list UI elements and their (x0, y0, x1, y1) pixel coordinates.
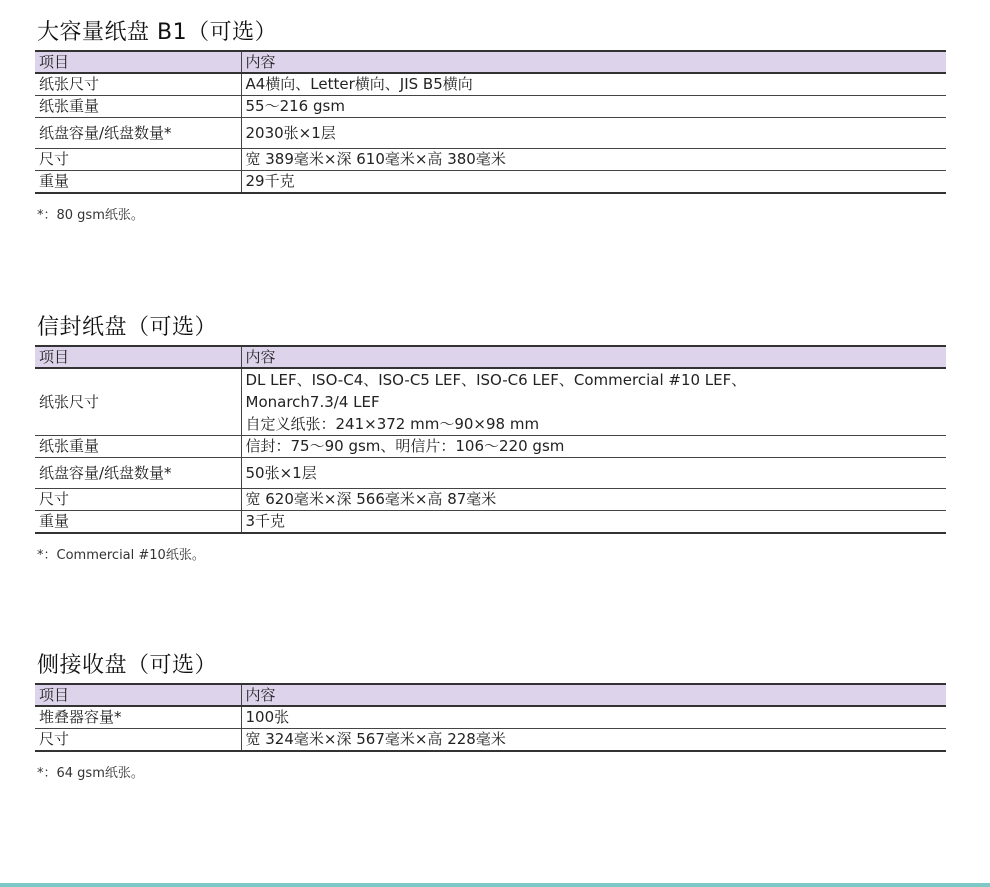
row-label: 纸张重量 (35, 96, 241, 118)
table-header-row (35, 51, 946, 73)
row-value-line: 自定义纸张：241×372 mm～90×98 mm (245, 415, 540, 433)
section-envelope-tray (35, 315, 946, 563)
footnote: *：64 gsm纸张。 (37, 766, 144, 781)
row-value: A4横向、Letter横向、JIS B5横向 (241, 73, 946, 96)
footnote: *：80 gsm纸张。 (37, 208, 144, 223)
table-row (35, 73, 946, 96)
row-value: 50张×1层 (241, 458, 946, 489)
row-value: 29千克 (241, 171, 946, 194)
header-content: 内容 (241, 684, 946, 706)
row-value: 100张 (241, 706, 946, 729)
table-header-row (35, 684, 946, 706)
row-value-line: DL LEF、ISO-C4、ISO-C5 LEF、ISO-C6 LEF、Commercial #10 LEF、 (245, 371, 747, 389)
table-row (35, 436, 946, 458)
section-title: 信封纸盘（可选） (37, 315, 218, 340)
row-label: 纸张尺寸 (35, 368, 241, 436)
row-value: 宽 620毫米×深 566毫米×高 87毫米 (241, 489, 946, 511)
table-row (35, 458, 946, 489)
spec-table (35, 50, 946, 194)
header-item: 项目 (35, 684, 241, 706)
table-row (35, 706, 946, 729)
section-title: 侧接收盘（可选） (37, 653, 218, 678)
row-value: 宽 324毫米×深 567毫米×高 228毫米 (241, 729, 946, 752)
row-value: 3千克 (241, 511, 946, 534)
table-row (35, 171, 946, 194)
section-title: 大容量纸盘 B1（可选） (37, 20, 278, 45)
spec-table (35, 683, 946, 752)
row-label: 重量 (35, 171, 241, 194)
table-row (35, 368, 946, 436)
spec-table (35, 345, 946, 534)
row-value: 信封：75～90 gsm、明信片：106～220 gsm (241, 436, 946, 458)
table-row (35, 149, 946, 171)
row-value: 2030张×1层 (241, 118, 946, 149)
row-label: 堆叠器容量* (35, 706, 241, 729)
row-label: 尺寸 (35, 729, 241, 752)
row-label: 纸张尺寸 (35, 73, 241, 96)
row-label: 纸盘容量/纸盘数量* (35, 458, 241, 489)
row-label: 纸张重量 (35, 436, 241, 458)
table-row (35, 118, 946, 149)
row-value: 宽 389毫米×深 610毫米×高 380毫米 (241, 149, 946, 171)
table-row (35, 729, 946, 752)
table-header-row (35, 346, 946, 368)
footnote: *：Commercial #10纸张。 (37, 548, 205, 563)
row-value: 55～216 gsm (241, 96, 946, 118)
table-row (35, 489, 946, 511)
header-item: 项目 (35, 51, 241, 73)
bottom-divider (0, 883, 990, 887)
header-content: 内容 (241, 51, 946, 73)
row-label: 重量 (35, 511, 241, 534)
section-high-capacity-tray (35, 20, 946, 223)
row-label: 尺寸 (35, 489, 241, 511)
section-side-output-tray (35, 653, 946, 781)
row-value (241, 368, 946, 436)
row-label: 纸盘容量/纸盘数量* (35, 118, 241, 149)
header-item: 项目 (35, 346, 241, 368)
row-value-line: Monarch7.3/4 LEF (245, 393, 380, 411)
table-row (35, 96, 946, 118)
table-row (35, 511, 946, 534)
row-label: 尺寸 (35, 149, 241, 171)
header-content: 内容 (241, 346, 946, 368)
